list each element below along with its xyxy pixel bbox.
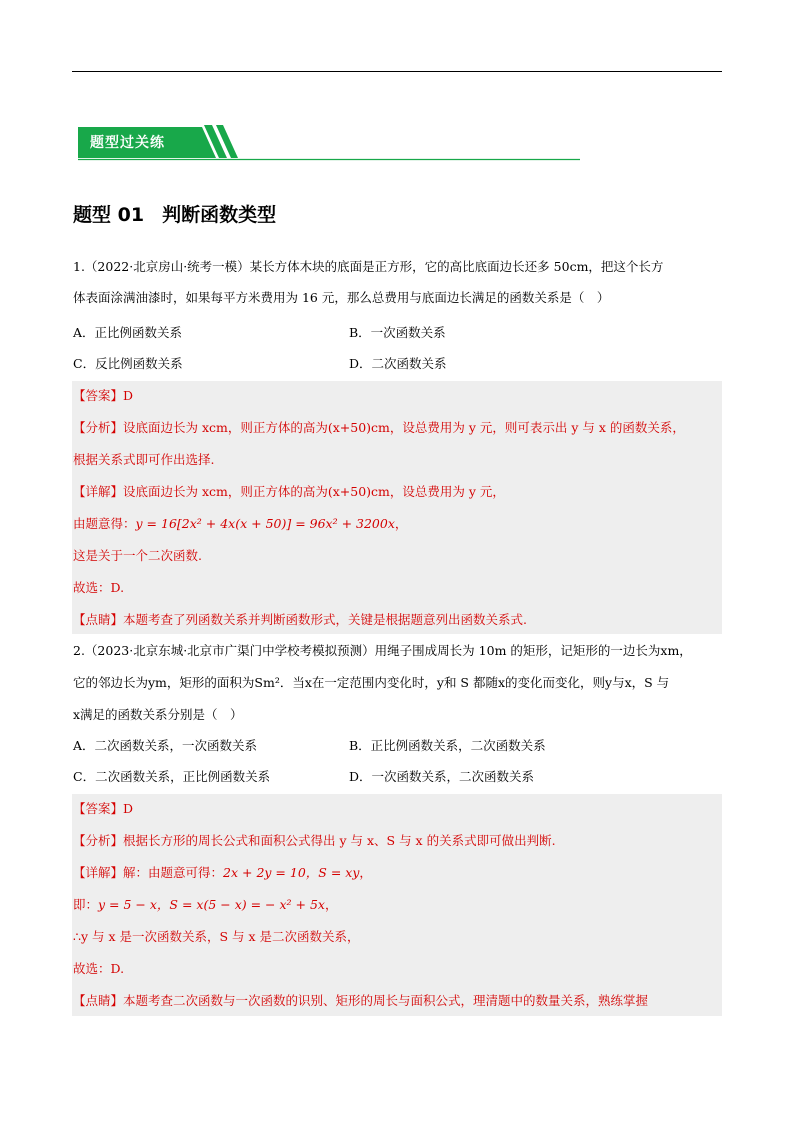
q1-detail-line-3: 这是关于一个二次函数. — [73, 548, 202, 563]
q1-detail-line-4: 故选：D. — [73, 580, 125, 595]
q2-detail-line-3: ∴y 与 x 是一次函数关系，S 与 x 是二次函数关系， — [73, 929, 360, 944]
q1-option-a: A．正比例函数关系 — [73, 325, 183, 340]
q1-analysis-line-2: 根据关系式即可作出选择. — [73, 452, 215, 467]
q2-option-d: D．一次函数关系，二次函数关系 — [349, 769, 535, 784]
q2-answer: 【答案】D — [73, 801, 134, 816]
q1-detail-suffix: ， — [394, 516, 408, 531]
q2-detail-line-1 — [73, 864, 372, 882]
q2-detail-suffix-1: ， — [359, 865, 372, 880]
q1-option-b: B．一次函数关系 — [349, 325, 446, 340]
q2-analysis: 【分析】根据长方形的周长公式和面积公式得出 y 与 x、S 与 x 的关系式即可做出判断. — [73, 833, 556, 848]
section-number: 题型 01 — [73, 204, 145, 226]
q2-detail-suffix-2: ， — [324, 897, 338, 912]
q2-detail-line-2 — [73, 896, 338, 914]
q1-detail-line-2 — [73, 515, 407, 533]
header-rule — [72, 71, 722, 72]
q2-option-b: B．正比例函数关系，二次函数关系 — [349, 738, 546, 753]
q2-option-c: C．二次函数关系，正比例函数关系 — [73, 769, 271, 784]
q2-stem-line-3: x满足的函数关系分别是（ ） — [73, 707, 243, 722]
q1-detail-prefix: 由题意得： — [73, 516, 136, 531]
q2-detail-prefix-1: 【详解】解：由题意可得： — [73, 865, 224, 880]
section-banner — [78, 125, 580, 161]
q2-stem-line-1: 2.（2023·北京东城·北京市广渠门中学校考模拟预测）用绳子围成周长为 10m 的矩形，记矩形的一边长为xm， — [73, 643, 692, 658]
q2-equation-1: 2x + 2y = 10，S = xy — [223, 865, 360, 880]
q1-option-c: C．反比例函数关系 — [73, 356, 183, 371]
q2-detail-line-4: 故选：D. — [73, 961, 125, 976]
q2-detail-prefix-2: 即： — [73, 897, 99, 912]
q1-detail-line-1: 【详解】设底面边长为 xcm，则正方体的高为(x+50)cm，设总费用为 y 元， — [73, 484, 505, 499]
q2-comment: 【点睛】本题考查二次函数与一次函数的识别、矩形的周长与面积公式，理清题中的数量关系，熟练掌握 — [73, 993, 649, 1008]
q1-analysis-line-1: 【分析】设底面边长为 xcm，则正方体的高为(x+50)cm，设总费用为 y 元，则可表示出 y 与 x 的函数关系， — [73, 420, 685, 435]
q1-comment: 【点睛】本题考查了列函数关系并判断函数形式，关键是根据题意列出函数关系式. — [73, 612, 527, 627]
q1-stem-line-2: 体表面涂满油漆时，如果每平方米费用为 16 元，那么总费用与底面边长满足的函数关系是（ ） — [73, 290, 610, 305]
section-heading: 判断函数类型 — [162, 204, 277, 226]
q2-equation-2: y = 5 − x，S = x(5 − x) = − x² + 5x — [98, 897, 325, 912]
q1-answer: 【答案】D — [73, 388, 134, 403]
q1-stem-line-1: 1.（2022·北京房山·统考一模）某长方体木块的底面是正方形，它的高比底面边长还多 50cm，把这个长方 — [73, 259, 664, 274]
q2-option-a: A．二次函数关系，一次函数关系 — [73, 738, 258, 753]
q1-equation: y = 16[2x² + 4x(x + 50)] = 96x² + 3200x — [135, 516, 395, 531]
banner-label: 题型过关练 — [90, 135, 165, 151]
q2-stem-line-2: 它的邻边长为ym，矩形的面积为Sm²．当x在一定范围内变化时，y和 S 都随x的变化而变化，则y与x，S 与 — [73, 675, 670, 690]
section-title — [73, 200, 276, 227]
q1-option-d: D．二次函数关系 — [349, 356, 447, 371]
